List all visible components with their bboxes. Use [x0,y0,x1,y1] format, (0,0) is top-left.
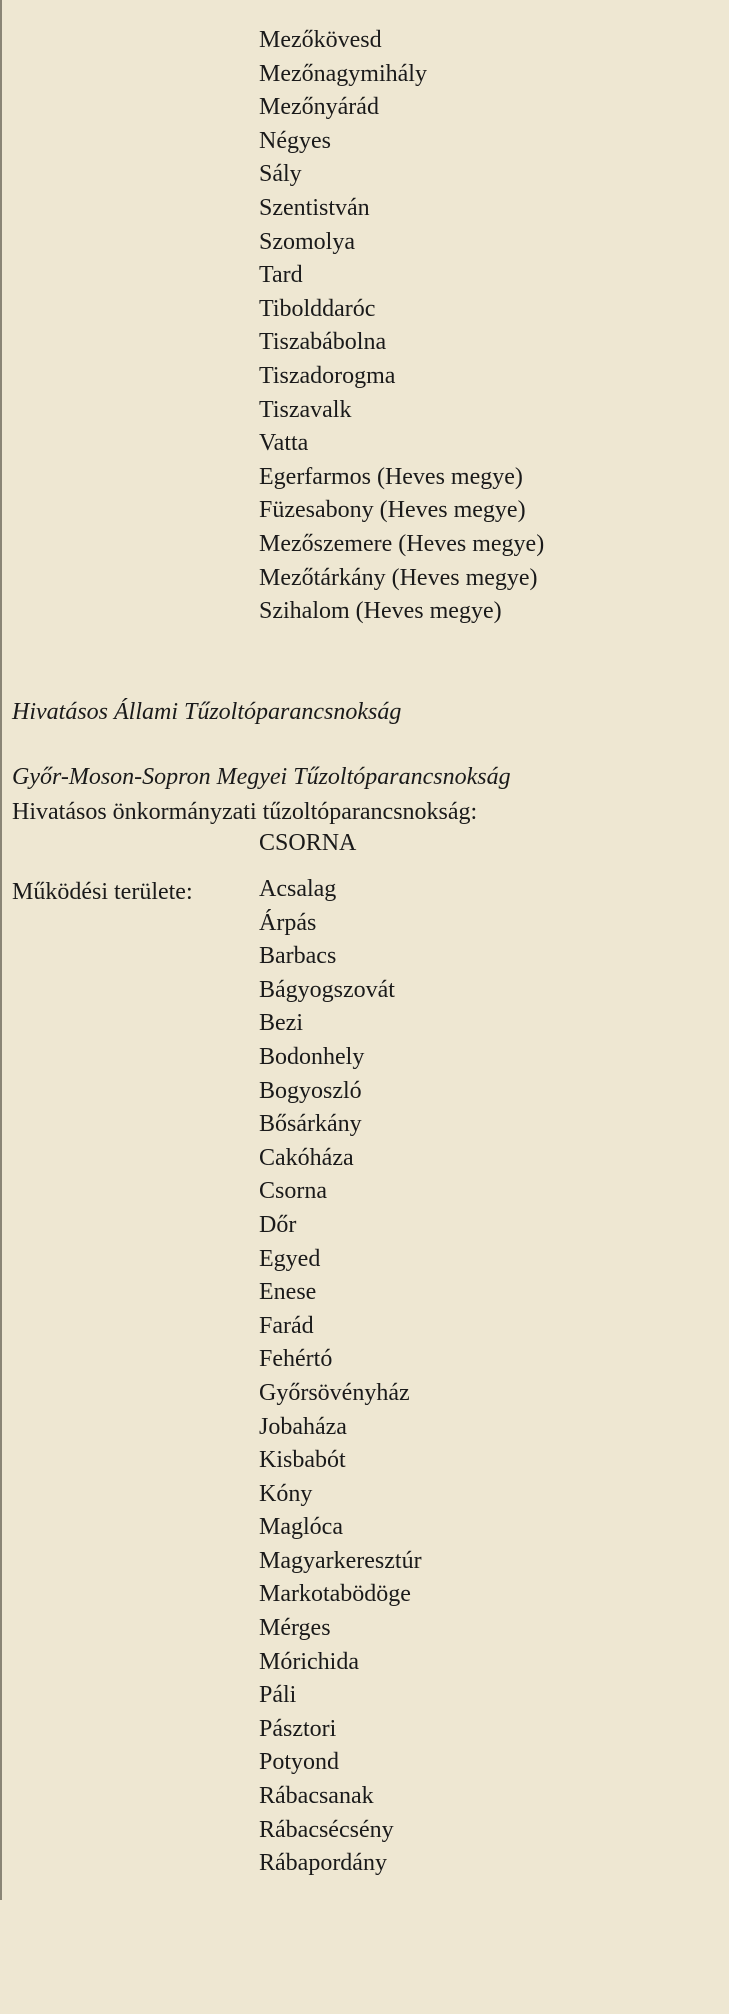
list-item: Bezi [259,1010,303,1037]
list-item: Potyond [259,1749,340,1776]
list-item: Acsalag [259,876,337,902]
list-item: Bágyogszovát [259,976,395,1003]
list-item: Bősárkány [259,1111,362,1138]
list-item: Cakóháza [259,1144,354,1171]
list-item: Rábapordány [259,1850,387,1877]
list-item: Maglóca [259,1514,343,1541]
list-item: Bogyoszló [259,1077,362,1104]
command-city: CSORNA [259,830,357,856]
list-item: Tiszadorogma [259,362,396,389]
county-fire-command-heading: Győr-Moson-Sopron Megyei Tűzoltóparancsnokság [12,764,511,790]
list-item: Szihalom (Heves megye) [259,598,502,625]
list-item: Csorna [259,1178,327,1205]
list-item: Egerfarmos (Heves megye) [259,463,523,490]
list-item: Bodonhely [259,1043,365,1070]
list-item: Dőr [259,1211,297,1238]
list-item: Jobaháza [259,1413,347,1440]
list-item: Mórichida [259,1648,359,1675]
list-item: Mezőnagymihály [259,60,427,87]
list-item: Kisbabót [259,1447,346,1474]
list-item: Enese [259,1279,317,1306]
list-item: Mezőszemere (Heves megye) [259,530,545,557]
list-item: Farád [259,1312,314,1339]
list-item: Négyes [259,127,331,154]
list-item: Pásztori [259,1715,337,1742]
list-item: Tiszabábolna [259,329,387,356]
list-item: Mezőkövesd [259,27,382,53]
list-item: Mezőtárkány (Heves megye) [259,564,538,591]
national-fire-command-heading: Hivatásos Állami Tűzoltóparancsnokság [12,699,402,725]
list-item: Egyed [259,1245,321,1272]
list-item: Sály [259,161,302,188]
list-item: Tard [259,262,303,289]
municipal-command-label: Hivatásos önkormányzati tűzoltóparancsnokság: [12,799,478,825]
list-item: Mezőnyárád [259,94,379,121]
list-item: Mérges [259,1615,331,1642]
list-item: Vatta [259,430,309,457]
list-item: Tibolddaróc [259,295,376,322]
list-item: Magyarkeresztúr [259,1547,422,1574]
list-item: Rábacsécsény [259,1816,394,1843]
list-item: Füzesabony (Heves megye) [259,497,526,524]
list-item: Barbacs [259,943,337,970]
page-edge-line [0,0,2,1900]
list-item: Szentistván [259,194,370,221]
list-item: Fehértó [259,1346,333,1373]
operating-area-label: Működési területe: [12,879,193,905]
settlement-list-top [259,24,544,629]
list-item: Markotabödöge [259,1581,411,1608]
list-item: Rábacsanak [259,1783,374,1810]
list-item: Szomolya [259,228,355,255]
operating-area-list [259,873,422,1881]
list-item: Árpás [259,909,317,936]
list-item: Páli [259,1682,297,1709]
list-item: Kóny [259,1480,313,1507]
list-item: Győrsövényház [259,1379,410,1406]
list-item: Tiszavalk [259,396,352,423]
